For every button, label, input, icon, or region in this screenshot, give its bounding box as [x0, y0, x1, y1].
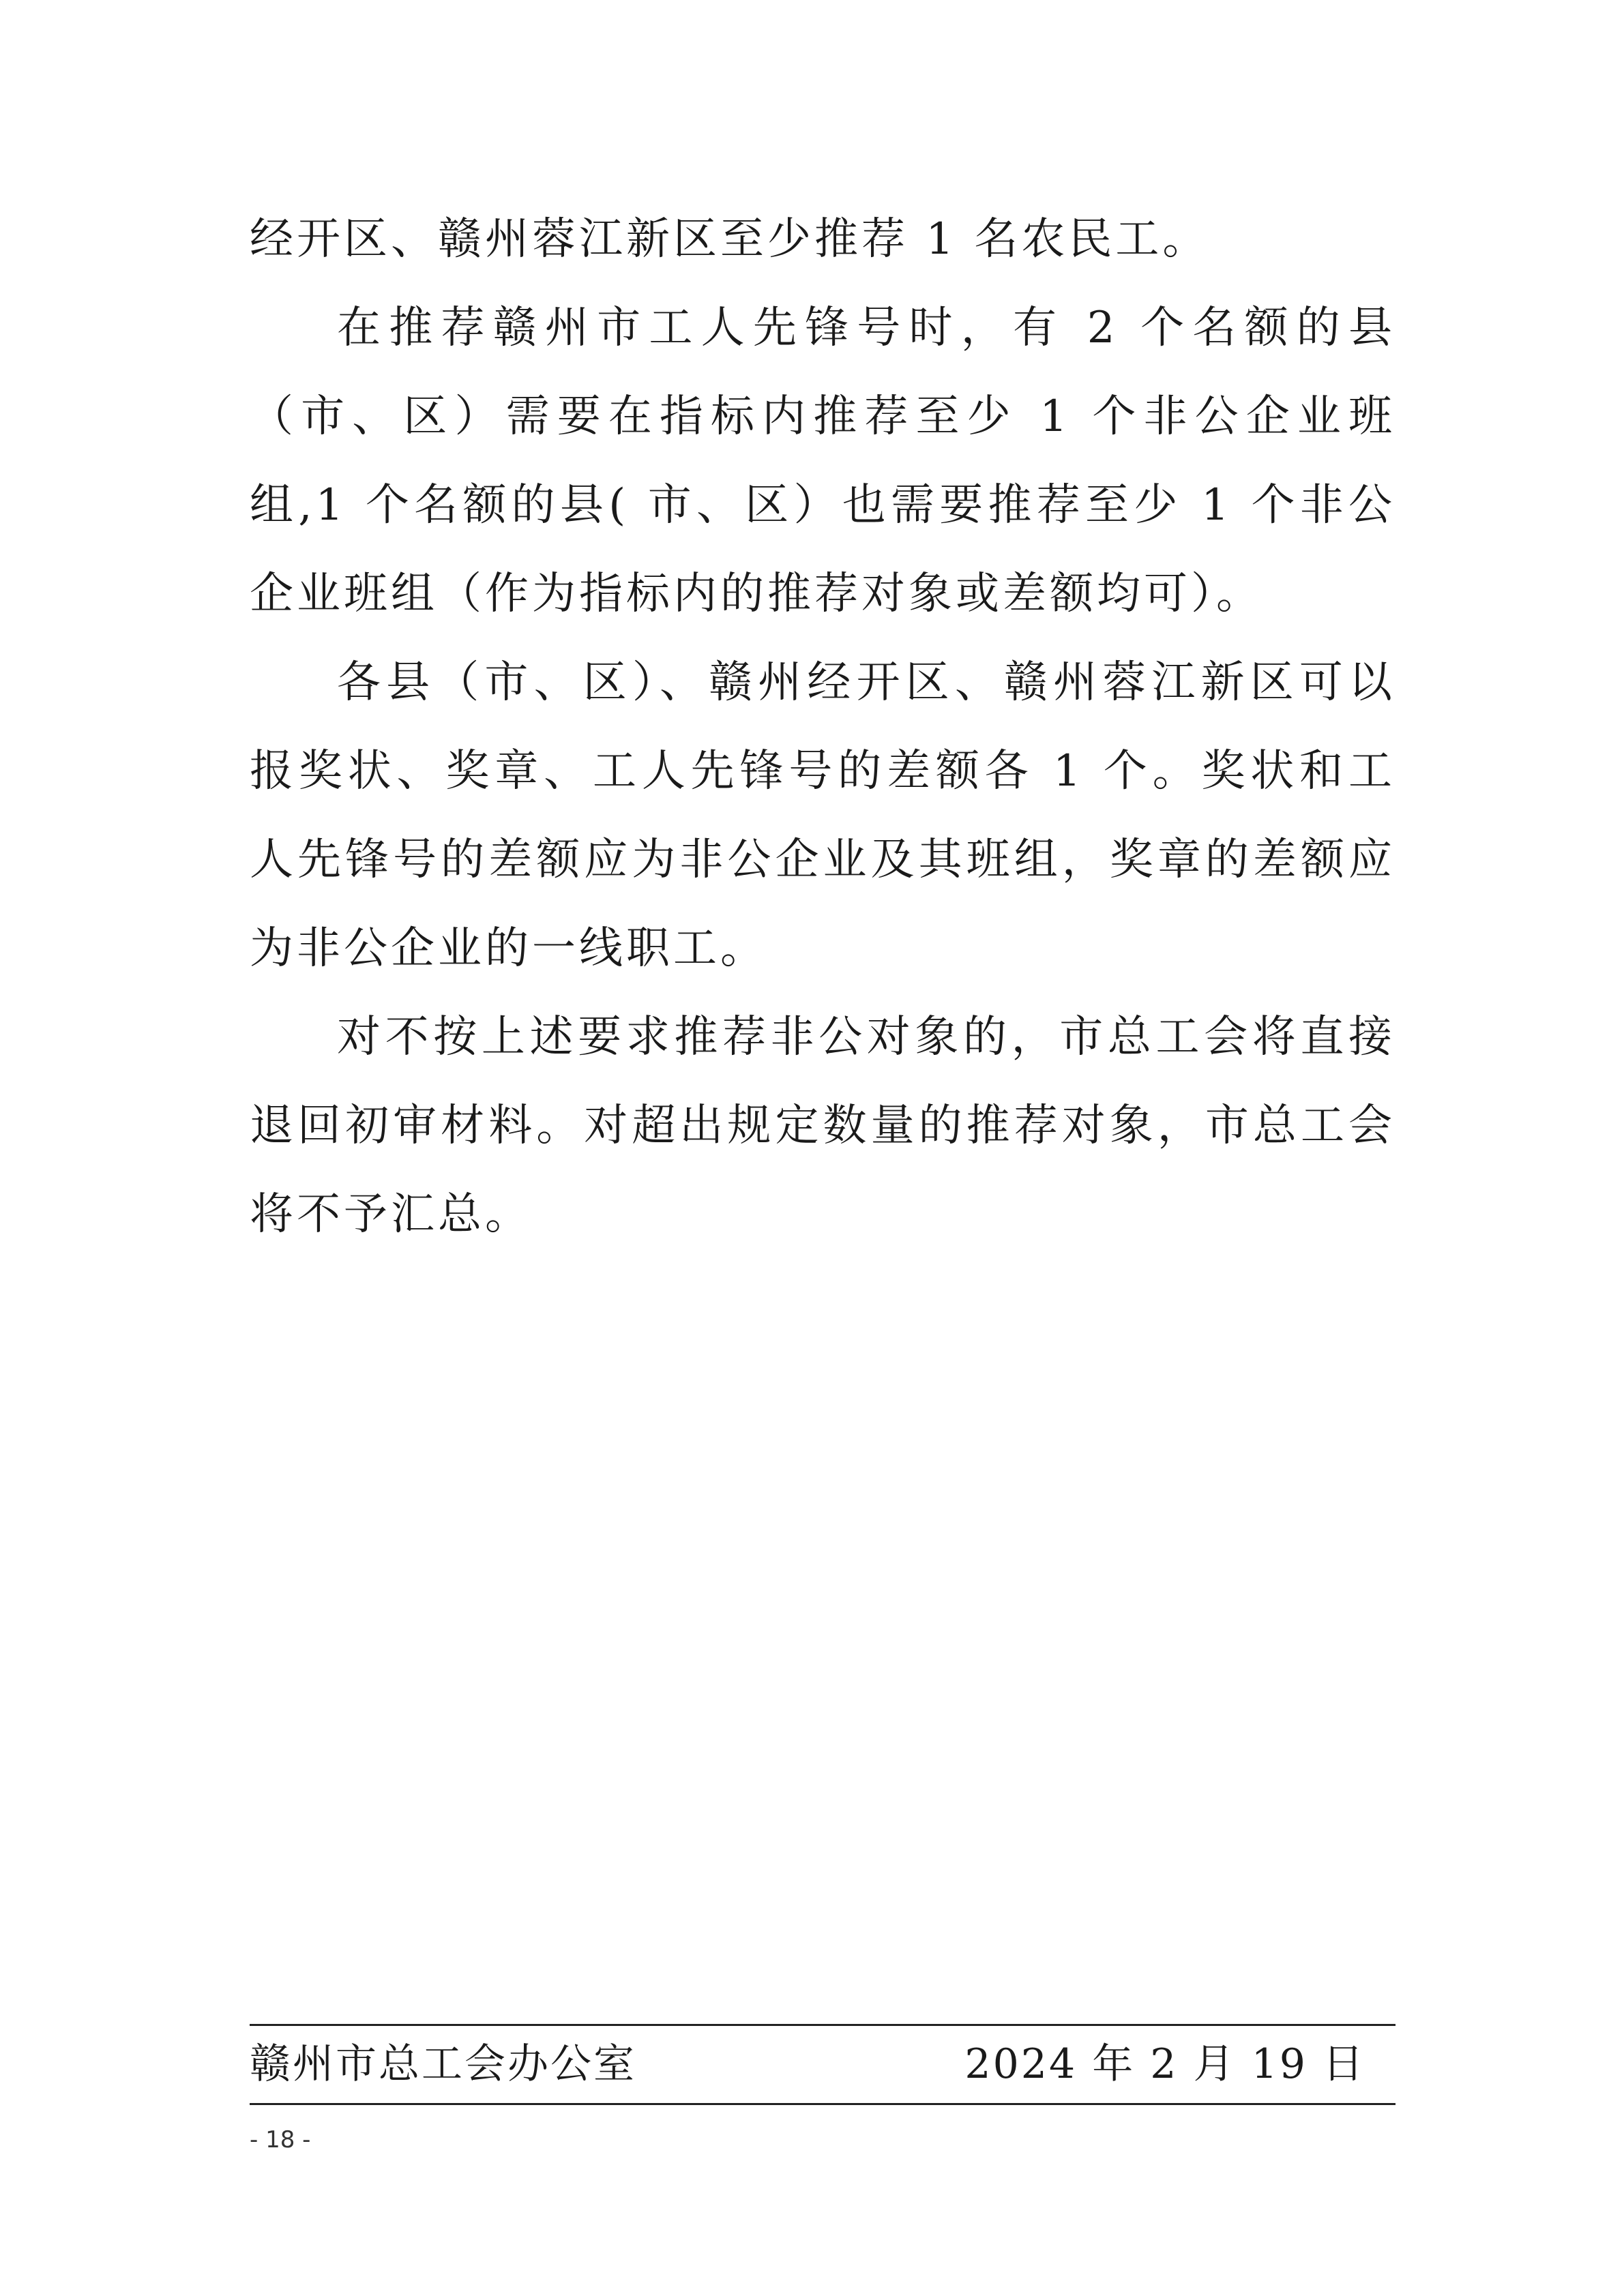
issuing-organization: 赣州市总工会办公室 [250, 2040, 636, 2088]
paragraph-vanguard-quota: 在推荐赣州市工人先锋号时，有 2 个名额的县（市、区）需要在指标内推荐至少 1 个非公企业班组,1 个名额的县( 市、区）也需要推荐至少 1 个非公企业班组（作为指标内的推荐对象或差额均可）。 [250, 303, 1396, 619]
page-number: - 18 - [250, 2126, 311, 2153]
issue-date: 2024 年 2 月 19 日 [964, 2040, 1365, 2088]
document-body [250, 195, 1396, 1259]
paragraph-rejection-rule: 对不按上述要求推荐非公对象的，市总工会将直接退回初审材料。对超出规定数量的推荐对象，市总工会将不予汇总。 [250, 1012, 1396, 1240]
paragraph-extra-quota: 各县（市、区）、赣州经开区、赣州蓉江新区可以报奖状、奖章、工人先锋号的差额各 1 个。奖状和工人先锋号的差额应为非公企业及其班组，奖章的差额应为非公企业的一线职工。 [250, 657, 1396, 974]
paragraph-continuation: 经开区、赣州蓉江新区至少推荐 1 名农民工。 [250, 214, 1210, 265]
document-footer [250, 2024, 1396, 2105]
